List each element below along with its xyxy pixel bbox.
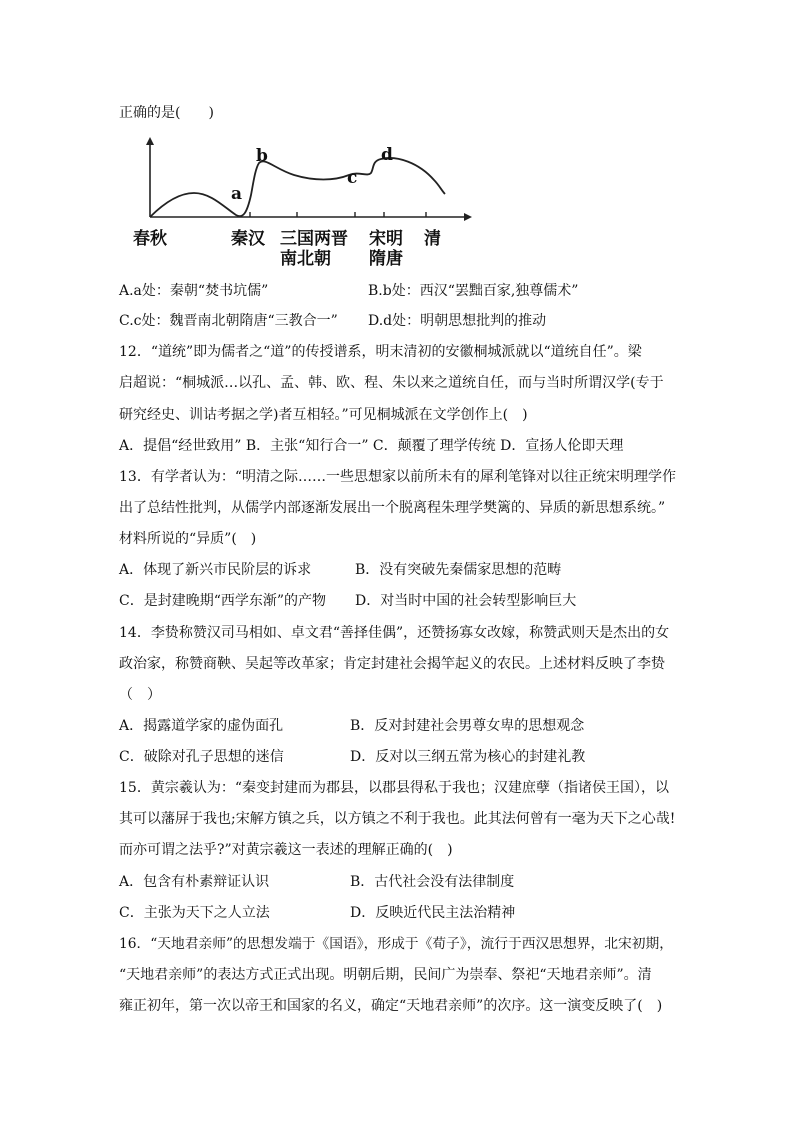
y-axis-arrow — [146, 137, 154, 145]
axis-label-suitang: 隋唐 — [369, 249, 403, 269]
q11-option-d[interactable]: D.d处：明朝思想批判的推动 — [368, 313, 547, 329]
q13-option-b[interactable]: B．没有突破先秦儒家思想的范畴 — [355, 562, 562, 578]
q12-stem-line2: 启超说：“桐城派…以孔、孟、韩、欧、程、朱以来之道统自任，而与当时所谓汉学(专于 — [119, 375, 664, 391]
q15-option-c[interactable]: C．主张为天下之人立法 — [119, 905, 270, 921]
q11-option-c[interactable]: C.c处：魏晋南北朝隋唐“三教合一” — [119, 313, 338, 329]
point-label-b: b — [256, 146, 268, 166]
q12-stem-line1: 12．“道统”即为儒者之“道”的传授谱系，明末清初的安徽桐城派就以“道统自任”。梁 — [119, 344, 642, 360]
q14-option-d[interactable]: D．反对以三纲五常为核心的封建礼教 — [350, 749, 586, 765]
q15-option-d[interactable]: D．反映近代民主法治精神 — [350, 905, 516, 921]
axis-label-qinhan: 秦汉 — [231, 229, 265, 249]
q14-option-a[interactable]: A．揭露道学家的虚伪面孔 — [119, 718, 284, 734]
q15-stem-line3: 而亦可谓之法乎?”对黄宗羲这一表述的理解正确的( ) — [119, 842, 453, 858]
q13-stem-line2: 出了总结性批判，从儒学内部逐渐发展出一个脱离程朱理学樊篱的、异质的新思想系统。” — [119, 500, 666, 516]
q16-stem-line1: 16．“天地君亲师”的思想发端于《国语》，形成于《荀子》，流行于西汉思想界，北宋初期， — [119, 936, 674, 952]
axis-label-nanbeichao: 南北朝 — [280, 249, 331, 269]
q15-stem-line1: 15．黄宗羲认为：“秦变封建而为郡县，以郡县得私于我也；汉建庶孽（指诸侯王国），以 — [119, 780, 669, 796]
q15-option-b[interactable]: B．古代社会没有法律制度 — [350, 874, 515, 890]
q14-stem-line3: （ ） — [119, 687, 161, 703]
q15-stem-line2: 其可以藩屏于我也;宋解方镇之兵，以方镇之不利于我也。此其法何曾有一毫为天下之心哉! — [119, 811, 676, 827]
q16-stem-line2: “天地君亲师”的表达方式正式出现。明朝后期，民间广为崇奉、祭祀“天地君亲师”。清 — [119, 967, 652, 983]
q12-stem-line3: 研究经史、训诂考据之学)者互相轻。”可见桐城派在文学创作上( ) — [119, 407, 528, 423]
point-label-d: d — [381, 145, 393, 165]
q14-option-c[interactable]: C．破除对孔子思想的迷信 — [119, 749, 284, 765]
axis-label-qing: 清 — [424, 229, 441, 249]
q13-option-c[interactable]: C．是封建晚期“西学东渐”的产物 — [119, 593, 327, 609]
axis-label-songming: 宋明 — [369, 229, 403, 249]
point-label-a: a — [231, 184, 243, 204]
x-axis-arrow — [464, 213, 472, 221]
q13-stem-line1: 13．有学者认为：“明清之际……一些思想家以前所未有的犀利笔锋对以往正统宋明理学作 — [119, 469, 676, 485]
q13-option-d[interactable]: D．对当时中国的社会转型影响巨大 — [355, 593, 577, 609]
q13-stem-line3: 材料所说的“异质”( ) — [119, 531, 257, 547]
axis-label-sanguo: 三国两晋 — [280, 229, 348, 249]
q11-option-b[interactable]: B.b处：西汉“罢黜百家,独尊儒术” — [368, 283, 579, 299]
trend-curve — [150, 158, 445, 217]
q15-option-a[interactable]: A．包含有朴素辩证认识 — [119, 874, 270, 890]
point-label-c: c — [347, 168, 358, 188]
q11-tail: 正确的是( ) — [119, 105, 214, 121]
q16-stem-line3: 雍正初年，第一次以帝王和国家的名义，确定“天地君亲师”的次序。这一演变反映了( ) — [119, 998, 663, 1014]
q14-stem-line2: 政治家，称赞商鞅、吴起等改革家；肯定封建社会揭竿起义的农民。上述材料反映了李贽 — [119, 656, 665, 672]
q14-option-b[interactable]: B．反对封建社会男尊女卑的思想观念 — [350, 718, 585, 734]
q13-option-a[interactable]: A．体现了新兴市民阶层的诉求 — [119, 562, 312, 578]
q11-option-a[interactable]: A.a处：秦朝“焚书坑儒” — [119, 283, 269, 299]
axis-label-chunqiu: 春秋 — [133, 229, 167, 249]
q11-curve-figure — [119, 135, 479, 230]
q12-options[interactable]: A．提倡“经世致用” B．主张“知行合一” C．颠覆了理学传统 D．宣扬人伦即天理 — [119, 438, 624, 454]
q14-stem-line1: 14．李贽称赞汉司马相如、卓文君“善择佳偶”，还赞扬寡女改嫁，称赞武则天是杰出的女 — [119, 625, 670, 641]
